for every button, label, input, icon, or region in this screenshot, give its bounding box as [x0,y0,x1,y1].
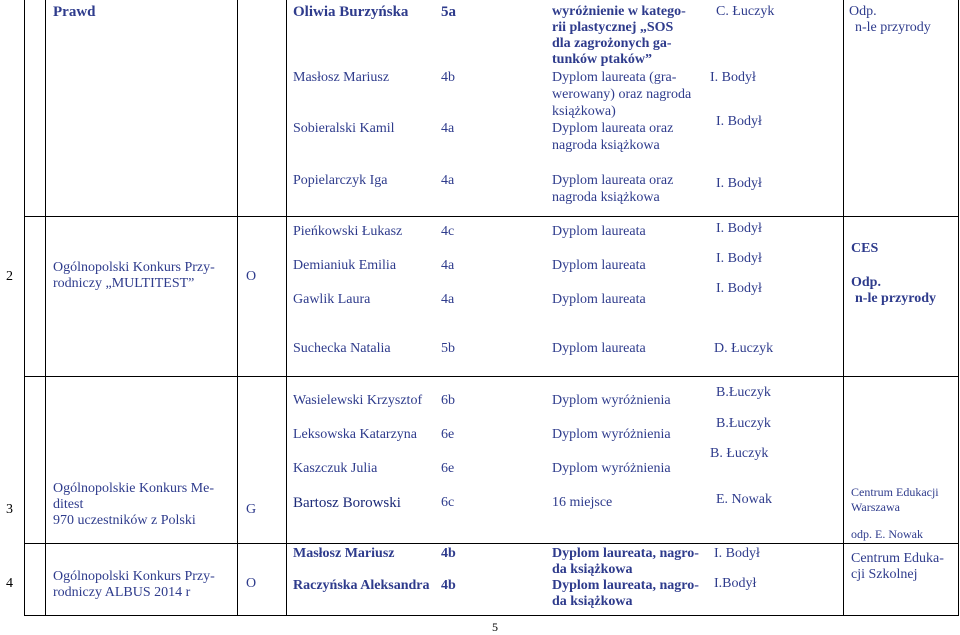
row1-teacher-1: I. Bodył [710,70,756,85]
rule-v-4 [286,0,287,615]
row4-teacher-2: I.Bodył [714,576,757,591]
row1-class-1: 4b [441,70,455,85]
row2-teacher-4: D. Łuczyk [714,341,774,356]
row4-class-1: 4b [441,546,456,561]
row1-name-1: Masłosz Mariusz [293,70,390,85]
rule-v-3 [237,0,238,615]
row3-class-2: 6e [441,427,455,442]
row4-award-1-line-1: Dyplom laureata, nagro- [552,546,699,561]
row4-name-2: Raczyńska Aleksandra [293,578,430,593]
header-award-line-2: rii plastycznej „SOS [552,20,674,35]
row3-contest-line-3: 970 uczestników z Polski [53,513,196,528]
row1-award-1-line-3: książkowa) [552,104,616,119]
row3-award-2: Dyplom wyróżnienia [552,427,671,442]
row4-number: 4 [6,576,13,591]
rule-h-row2 [24,216,959,217]
row2-contest-line-1: Ogólnopolski Konkurs Przy- [53,260,215,275]
row3-name-3: Kaszczuk Julia [293,461,378,476]
row3-contest-line-1: Ogólnopolskie Konkurs Me- [53,481,214,496]
row4-name-1: Masłosz Mariusz [293,546,395,561]
row3-award-4: 16 miejsce [552,495,613,510]
page-number: 5 [492,620,498,634]
header-award-line-4: tunków ptaków” [552,52,652,67]
rule-h-row3 [24,376,959,377]
header-award-line-1: wyróżnienie w katego- [552,4,686,19]
row1-name-2: Sobieralski Kamil [293,121,395,136]
header-teacher: C. Łuczyk [716,4,775,19]
row3-name-4: Bartosz Borowski [293,495,401,511]
row3-class-4: 6c [441,495,455,510]
row3-teacher-2: B.Łuczyk [716,416,771,431]
row2-class-1: 4c [441,224,455,239]
row4-award-1-line-2: da książkowa [552,562,633,577]
row2-award-1: Dyplom laureata [552,224,646,239]
row4-award-2-line-1: Dyplom laureata, nagro- [552,578,699,593]
row3-name-1: Wasielewski Krzysztof [293,393,423,408]
row2-award-4: Dyplom laureata [552,341,646,356]
row3-note-line-1: Centrum Edukacji [851,485,939,499]
row2-name-3: Gawlik Laura [293,292,371,307]
row3-contest-line-2: ditest [53,497,84,512]
row3-name-2: Leksowska Katarzyna [293,427,418,442]
rule-v-1 [24,0,25,615]
row1-teacher-2: I. Bodył [716,114,762,129]
row2-name-4: Suchecka Natalia [293,341,391,356]
header-name: Oliwia Burzyńska [293,4,409,20]
row2-name-1: Pieńkowski Łukasz [293,224,403,239]
row4-note-line-2: cji Szkolnej [851,567,918,582]
row1-award-2-line-1: Dyplom laureata oraz [552,121,674,136]
row3-note-line-2: Warszawa [851,500,901,514]
row1-award-3-line-2: nagroda książkowa [552,190,660,205]
row4-note-line-1: Centrum Eduka- [851,551,944,566]
row3-teacher-1: B.Łuczyk [716,385,771,400]
row4-class-2: 4b [441,578,456,593]
rule-h-row4 [24,543,959,544]
row3-class-1: 6b [441,393,455,408]
row3-award-3: Dyplom wyróżnienia [552,461,671,476]
row4-contest-line-1: Ogólnopolski Konkurs Przy- [53,569,215,584]
row4-contest-line-2: rodniczy ALBUS 2014 r [53,585,191,600]
row1-award-1-line-2: werowany) oraz nagroda [552,87,692,102]
row3-note-line-3: odp. E. Nowak [851,527,923,541]
row4-teacher-1: I. Bodył [714,546,760,561]
header-award-line-3: dla zagrożonych ga- [552,36,672,51]
row1-award-3-line-1: Dyplom laureata oraz [552,173,674,188]
row2-contest-line-2: rodniczy „MULTITEST” [53,276,195,291]
row1-name-3: Popielarczyk Iga [293,173,388,188]
header-class: 5a [441,4,456,20]
rule-h-bottom [24,615,959,616]
row4-award-2-line-2: da książkowa [552,594,633,609]
row2-number: 2 [6,269,13,284]
row1-teacher-3: I. Bodył [716,176,762,191]
header-note-line-1: Odp. [849,4,877,19]
row1-award-2-line-2: nagroda książkowa [552,138,660,153]
header-col1: Prawd [53,4,96,20]
row2-class-4: 5b [441,341,455,356]
row3-award-1: Dyplom wyróżnienia [552,393,671,408]
row2-award-3: Dyplom laureata [552,292,646,307]
row2-teacher-3: I. Bodył [716,281,762,296]
row1-class-2: 4a [441,121,455,136]
row2-level: O [246,269,257,284]
row2-award-2: Dyplom laureata [552,258,646,273]
row2-name-2: Demianiuk Emilia [293,258,397,273]
row3-teacher-4: E. Nowak [716,492,772,507]
row2-class-2: 4a [441,258,455,273]
row2-class-3: 4a [441,292,455,307]
rule-v-6 [958,0,959,615]
row2-note-line-3: n-le przyrody [855,291,937,306]
row1-award-1-line-1: Dyplom laureata (gra- [552,70,677,85]
rule-v-5 [843,0,844,615]
row2-teacher-2: I. Bodył [716,251,762,266]
row4-level: O [246,576,257,591]
row1-class-3: 4a [441,173,455,188]
header-note-line-2: n-le przyrody [855,20,931,35]
row3-level: G [246,502,257,517]
row3-teacher-3: B. Łuczyk [710,446,769,461]
rule-v-2 [45,0,46,615]
row3-class-3: 6e [441,461,455,476]
row2-teacher-1: I. Bodył [716,221,762,236]
row2-note-line-2: Odp. [851,275,881,290]
row2-note-line-1: CES [851,241,879,256]
row3-number: 3 [6,502,13,517]
